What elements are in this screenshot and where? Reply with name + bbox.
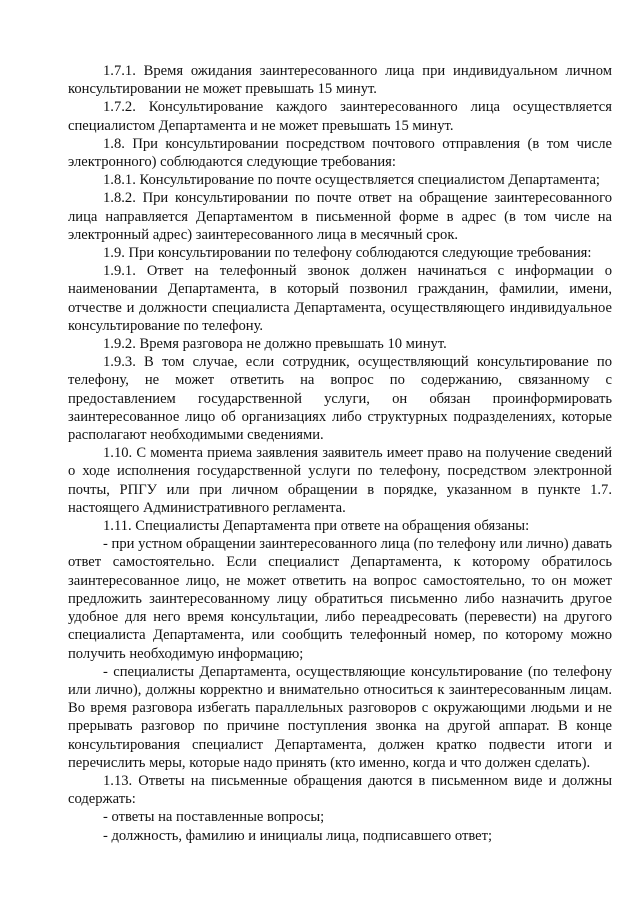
paragraph-1-13: 1.13. Ответы на письменные обращения даются в письменном виде и должны содержать: bbox=[68, 772, 612, 808]
paragraph-1-9-2: 1.9.2. Время разговора не должно превышать 10 минут. bbox=[103, 336, 447, 353]
list-item-signatory: - должность, фамилию и инициалы лица, подписавшего ответ; bbox=[103, 827, 493, 844]
paragraph-1-10: 1.10. С момента приема заявления заявитель имеет право на получение сведений о ходе исполнения государственной услуги по телефону, посредством электронной почты, РПГУ или при личном обращении в порядке, указанном в пункте 1.7. настоящего Административного регламента. bbox=[68, 445, 612, 516]
paragraph-1-9-1: 1.9.1. Ответ на телефонный звонок должен начинаться с информации о наименовании Департамента, в который позвонил гражданин, фамилии, имени, отчестве и должности специалиста Департамента, осуществляющего индивидуальное консультирование по телефону. bbox=[68, 263, 612, 334]
paragraph-1-7-1: 1.7.1. Время ожидания заинтересованного лица при индивидуальном личном консультировании не может превышать 15 минут. bbox=[68, 63, 612, 98]
paragraph-1-9: 1.9. При консультировании по телефону соблюдаются следующие требования: bbox=[103, 245, 592, 262]
paragraph-1-8: 1.8. При консультировании посредством почтового отправления (в том числе электронного) соблюдаются следующие требования: bbox=[68, 135, 612, 171]
paragraph-1-9-3: 1.9.3. В том случае, если сотрудник, осуществляющий консультирование по телефону, не может ответить на вопрос по содержанию, связанному с предоставлением государственной услуги, он обязан проинформировать заинтересованное лицо об организациях либо структурных подразделениях, которые располагают необходимыми сведениями. bbox=[68, 354, 612, 444]
paragraph-1-8-1: 1.8.1. Консультирование по почте осуществляется специалистом Департамента; bbox=[103, 172, 600, 189]
paragraph-1-8-2: 1.8.2. При консультировании по почте ответ на обращение заинтересованного лица направляется Департаментом в письменной форме в адрес (в том числе на электронный адрес) заинтересованного лица в месячный срок. bbox=[68, 190, 612, 243]
list-item-specialists-conduct: - специалисты Департамента, осуществляющие консультирование (по телефону или лично), должны корректно и внимательно относиться к заинтересованным лицам. Во время разговора избегать параллельных разговоров с окружающими людьми и не прерывать разговор по причине поступления звонка на другой аппарат. В конце консультирования специалист Департамента, должен кратко подвести итоги и перечислить меры, которые надо принять (кто именно, когда и что должен сделать). bbox=[68, 663, 612, 771]
list-item-answers: - ответы на поставленные вопросы; bbox=[103, 809, 325, 826]
paragraph-1-11: 1.11. Специалисты Департамента при ответе на обращения обязаны: bbox=[103, 518, 530, 535]
document-body bbox=[68, 62, 612, 845]
list-item-oral-request: - при устном обращении заинтересованного лица (по телефону или лично) давать ответ самостоятельно. Если специалист Департамента, к которому обратилось заинтересованное лицо, не может ответить на вопрос самостоятельно, то он может предложить заинтересованному лицу обратиться письменно либо назначить другое удобное для него время консультации, либо переадресовать (перевести) на другого специалиста Департамента, или сообщить телефонный номер, по которому можно получить необходимую информацию; bbox=[68, 536, 612, 662]
paragraph-1-7-2: 1.7.2. Консультирование каждого заинтересованного лица осуществляется специалистом Департамента и не может превышать 15 минут. bbox=[68, 99, 612, 134]
